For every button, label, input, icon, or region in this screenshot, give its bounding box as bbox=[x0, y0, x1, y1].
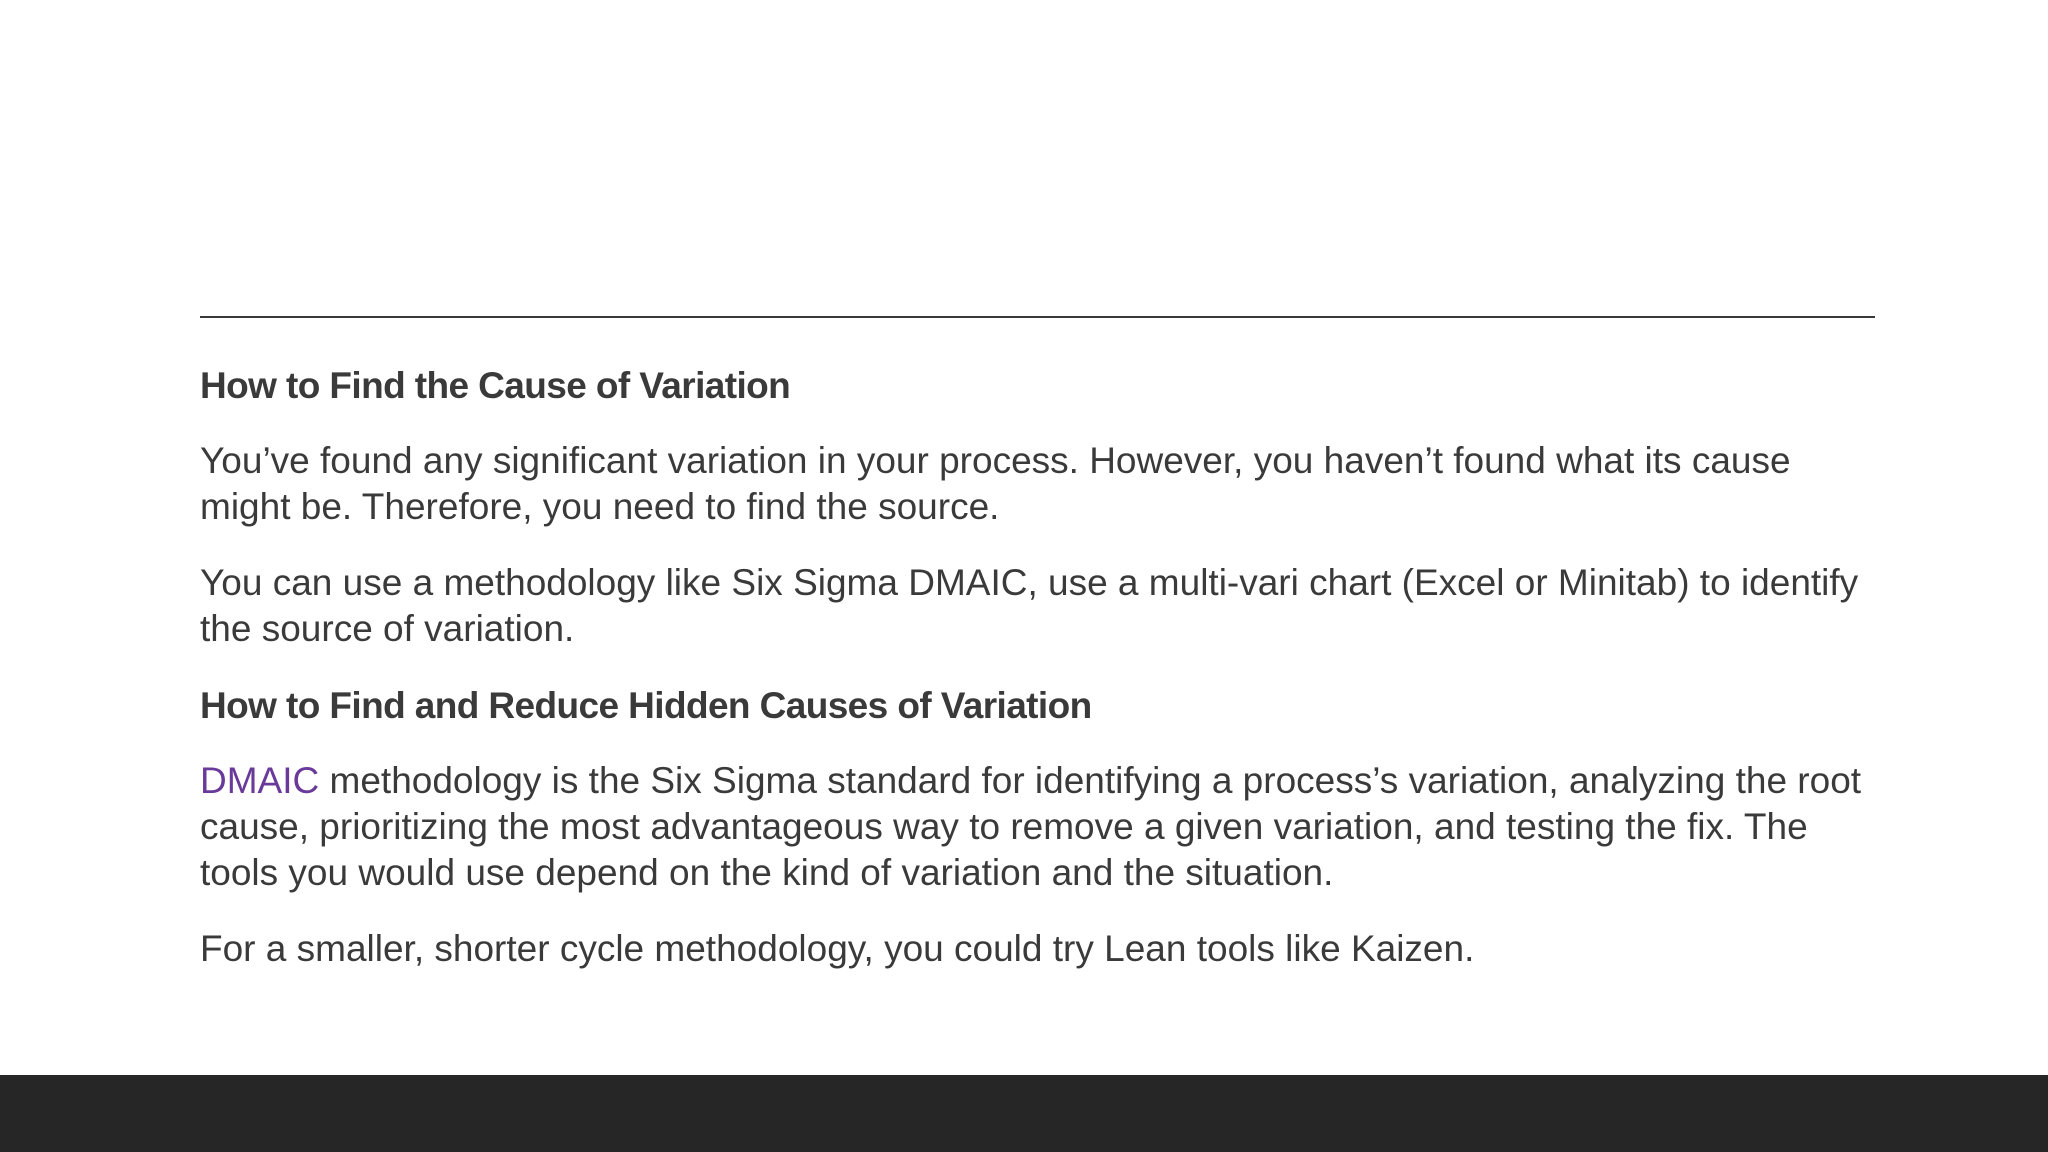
paragraph-found-variation: You’ve found any significant variation in your process. However, you haven’t found what its cause might be. Therefore, you need to find the source. bbox=[200, 440, 1791, 527]
section-heading-hidden-causes: How to Find and Reduce Hidden Causes of Variation bbox=[200, 685, 1092, 726]
horizontal-divider bbox=[200, 316, 1875, 318]
paragraph-dmaic bbox=[200, 758, 1880, 896]
slide-content bbox=[200, 362, 1880, 1002]
paragraph-methodology: You can use a methodology like Six Sigma DMAIC, use a multi-vari chart (Excel or Minitab) to identify the source of variation. bbox=[200, 562, 1859, 649]
section-heading-cause-of-variation: How to Find the Cause of Variation bbox=[200, 365, 791, 406]
dmaic-paragraph-text: methodology is the Six Sigma standard for identifying a process’s variation, analyzing the root cause, prioritizing the most advantageous way to remove a given variation, and testing the fix. The tools you would use depend on the kind of variation and the situation. bbox=[200, 760, 1862, 893]
dmaic-link[interactable]: DMAIC bbox=[200, 760, 320, 801]
footer-bar bbox=[0, 1075, 2048, 1152]
paragraph-lean-kaizen: For a smaller, shorter cycle methodology, you could try Lean tools like Kaizen. bbox=[200, 928, 1475, 969]
